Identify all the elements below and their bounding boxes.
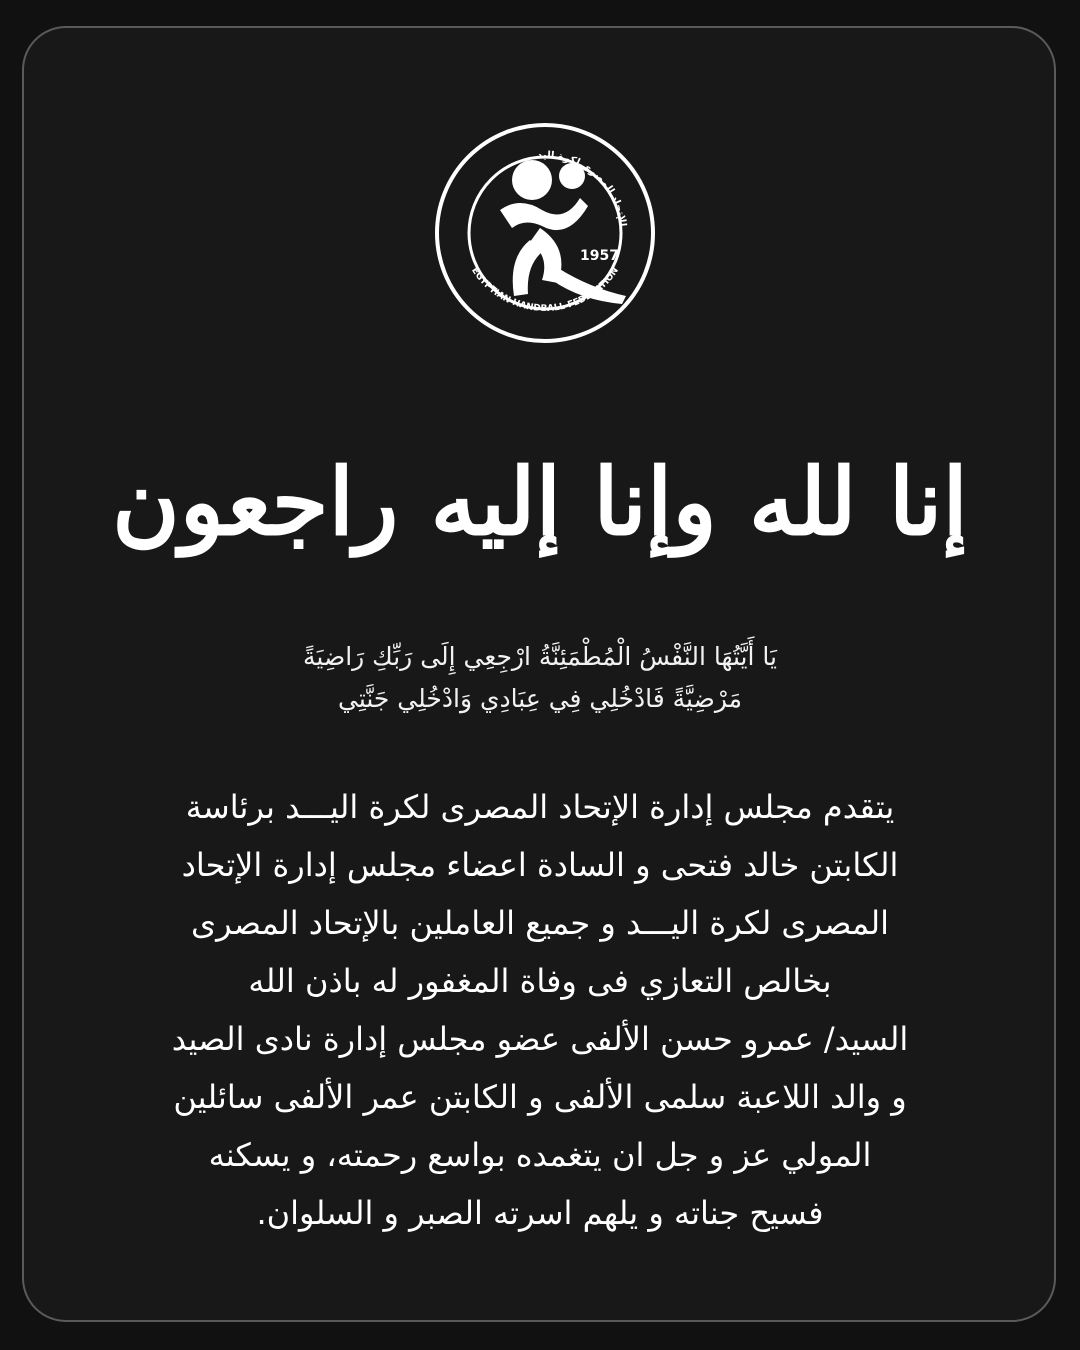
quran-verse bbox=[180, 636, 900, 720]
verse-line-2: مَرْضِيَّةً فَادْخُلِي فِي عِبَادِي وَادْخُلِي جَنَّتِي bbox=[337, 684, 743, 713]
verse-line-1: يَا أَيَّتُهَا النَّفْسُ الْمُطْمَئِنَّةُ ارْجِعِي إِلَى رَبِّكِ رَاضِيَةً bbox=[303, 642, 777, 671]
headline-text: إنا لله وإنا إليه راجعون bbox=[112, 448, 968, 557]
message-line: فسيح جناته و يلهم اسرته الصبر و السلوان. bbox=[256, 1194, 824, 1232]
message-line: و والد اللاعبة سلمى الألفى و الكابتن عمر الألفى سائلين bbox=[173, 1078, 907, 1116]
handball-emblem-icon bbox=[430, 118, 660, 348]
message-line: بخالص التعازي فى وفاة المغفور له باذن الله bbox=[248, 962, 832, 1000]
message-line: المولي عز و جل ان يتغمده بواسع رحمته، و يسكنه bbox=[208, 1136, 872, 1174]
logo-year: 1957 bbox=[580, 248, 619, 264]
logo-english-name: EGYPTIAN HANDBALL FEDERATION bbox=[469, 265, 621, 314]
calligraphy-headline bbox=[112, 398, 968, 608]
logo-arabic-name: الإتحاد المصرى لكرة اليد bbox=[536, 149, 628, 228]
message-line: السيد/ عمرو حسن الألفى عضو مجلس إدارة نادى الصيد bbox=[171, 1020, 909, 1058]
condolence-message bbox=[90, 778, 990, 1242]
federation-logo bbox=[430, 118, 660, 348]
message-line: الكابتن خالد فتحى و السادة اعضاء مجلس إدارة الإتحاد bbox=[181, 846, 899, 884]
message-line: يتقدم مجلس إدارة الإتحاد المصرى لكرة اليـــد برئاسة bbox=[185, 788, 895, 826]
message-line: المصرى لكرة اليـــد و جميع العاملين بالإتحاد المصرى bbox=[191, 904, 889, 942]
